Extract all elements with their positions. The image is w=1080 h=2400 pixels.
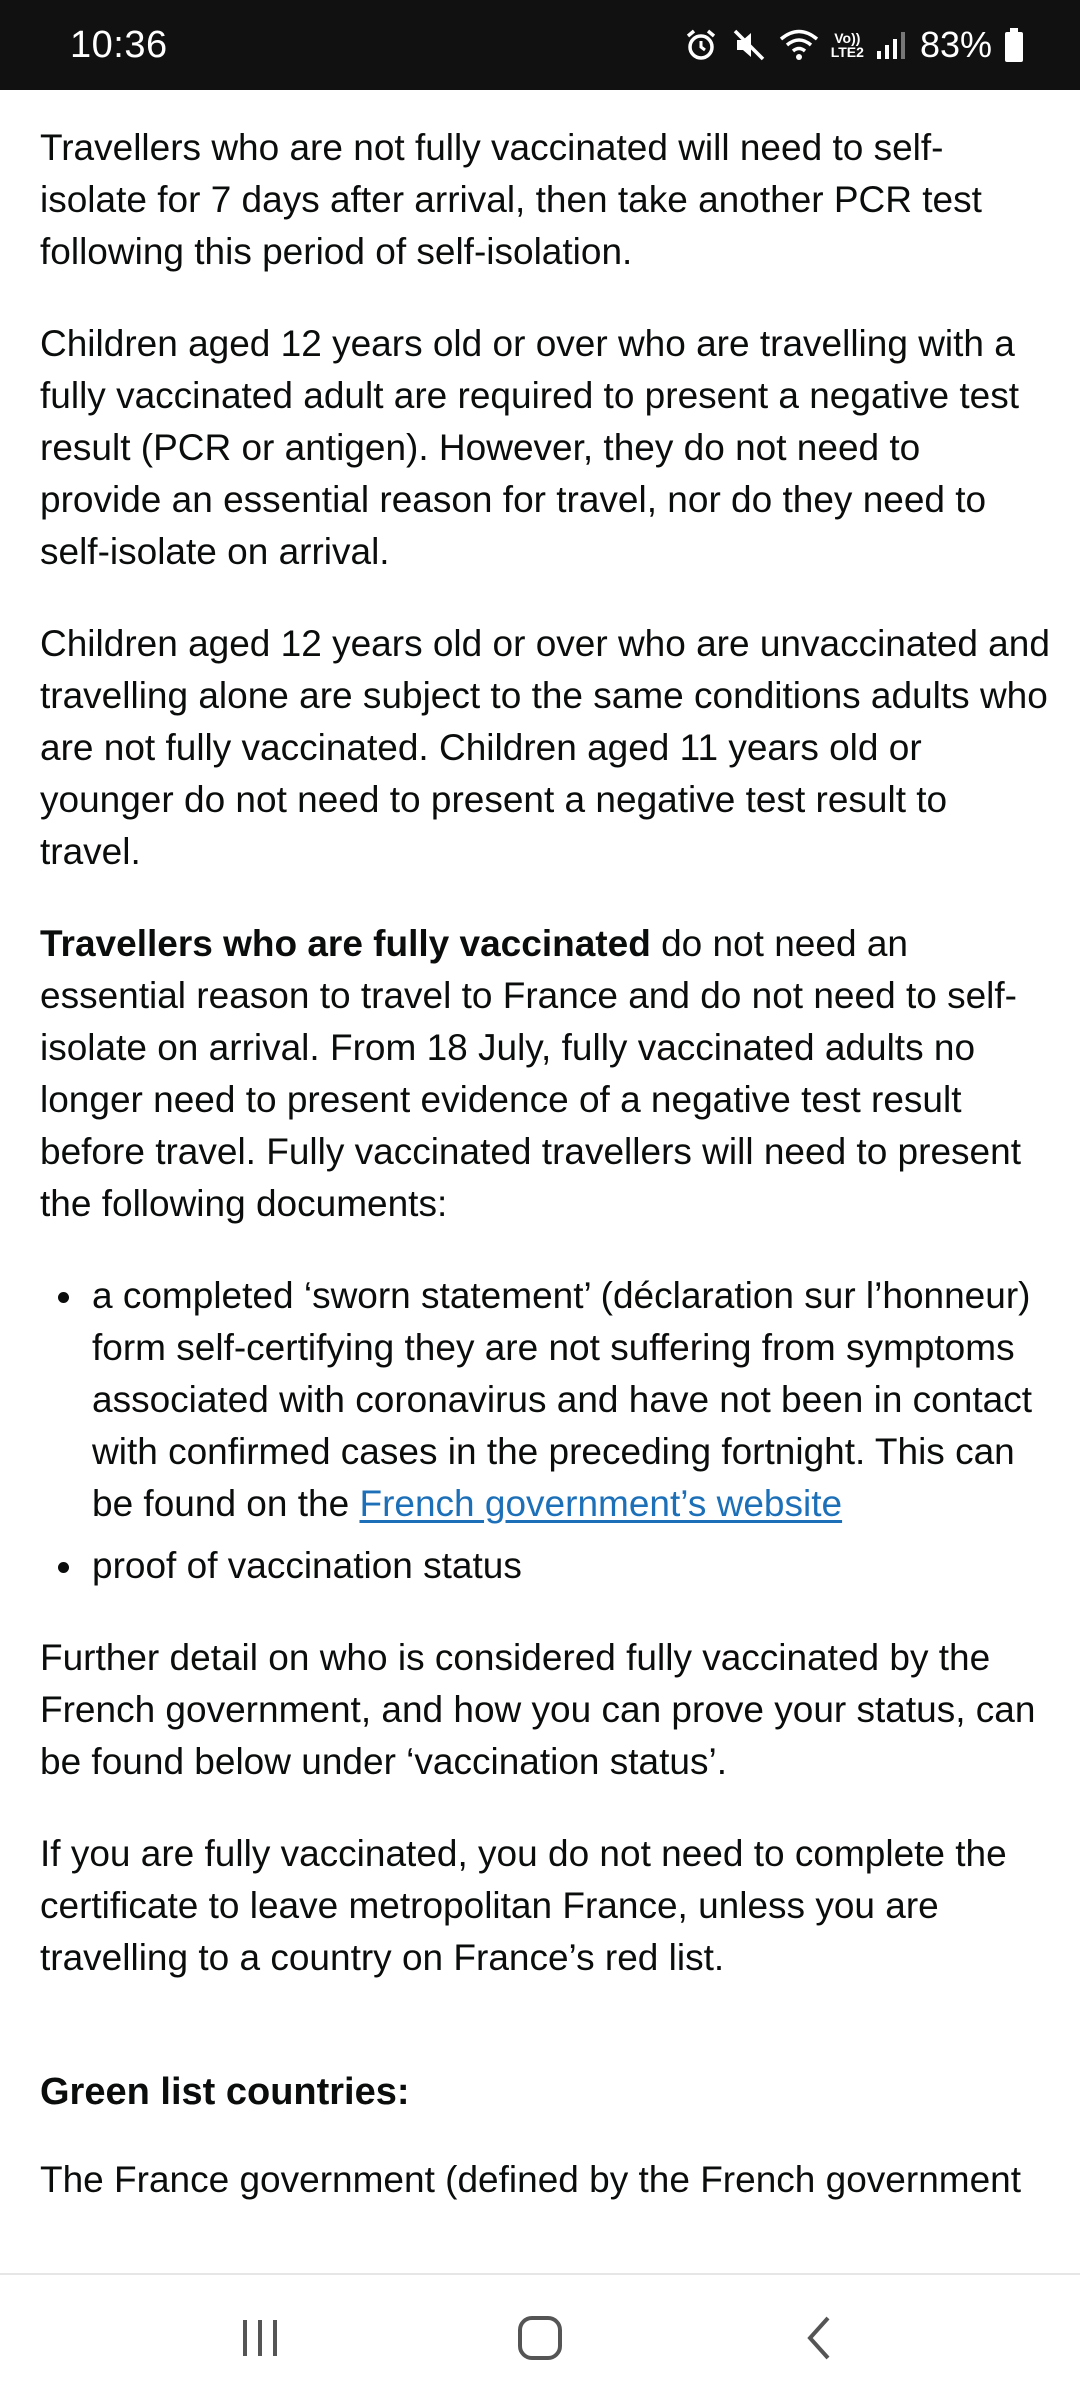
documents-list <box>40 1270 1050 1592</box>
paragraph-fully-vaccinated <box>40 918 1050 1230</box>
signal-icon <box>876 29 908 61</box>
paragraph-unvaccinated: Travellers who are not fully vaccinated will need to self-isolate for 7 days after arrival, then take another PCR test following this period of self-isolation. <box>40 127 982 272</box>
fully-vaccinated-text: do not need an essential reason to travel to France and do not need to self-isolate on arrival. From 18 July, fully vaccinated adults no longer need to present evidence of a negative test result before travel. Fully vaccinated travellers will need to present the following documents: <box>40 923 1021 1224</box>
status-time: 10:36 <box>70 23 168 66</box>
mute-icon <box>731 27 767 63</box>
sworn-statement-text: a completed ‘sworn statement’ (déclaration sur l’honneur) form self-certifying they are not suffering from symptoms associated with coronavirus and have not been in contact with confirmed cases in the preceding fortnight. This can be found on the <box>92 1275 1032 1524</box>
wifi-icon <box>779 27 819 63</box>
cut-bottom-text: The France government (defined by the French government <box>40 2159 1022 2200</box>
fully-vaccinated-bold: Travellers who are fully vaccinated <box>40 923 651 964</box>
heading-green-list: Green list countries: <box>40 2071 410 2113</box>
status-bar <box>0 0 1080 90</box>
navigation-bar <box>0 2273 1080 2400</box>
back-button[interactable] <box>775 2303 865 2373</box>
network-type <box>831 31 864 59</box>
recent-apps-button[interactable] <box>215 2303 305 2373</box>
article-content[interactable] <box>0 90 1080 2273</box>
list-item-sworn-statement <box>40 1270 1050 1530</box>
volte-label: Vo)) <box>834 30 861 46</box>
recent-apps-icon <box>238 2316 282 2360</box>
home-button[interactable] <box>495 2303 585 2373</box>
battery-percent: 83% <box>919 24 992 65</box>
french-government-website-link[interactable]: French government’s website <box>359 1483 843 1524</box>
paragraph-leave-france: If you are fully vaccinated, you do not need to complete the certificate to leave metropolitan France, unless you are travelling to a country on France’s red list. <box>40 1833 1007 1978</box>
status-icons <box>683 24 1024 66</box>
alarm-icon <box>683 27 719 63</box>
lte-label: LTE2 <box>830 44 864 60</box>
paragraph-further-detail: Further detail on who is considered fully vaccinated by the French government, and how you can prove your status, can be found below under ‘vaccination status’. <box>40 1637 1036 1782</box>
back-icon <box>802 2314 838 2362</box>
battery-icon <box>1004 28 1024 62</box>
home-icon <box>516 2314 564 2362</box>
list-item-proof-of-vaccination: proof of vaccination status <box>40 1540 1050 1592</box>
paragraph-children-with-adult: Children aged 12 years old or over who are travelling with a fully vaccinated adult are required to present a negative test result (PCR or antigen). However, they do not need to provide an essential reason for travel, nor do they need to self-isolate on arrival. <box>40 323 1020 572</box>
paragraph-children-alone: Children aged 12 years old or over who are unvaccinated and travelling alone are subject to the same conditions adults who are not fully vaccinated. Children aged 11 years old or younger do not need to present a negative test result to travel. <box>40 623 1050 872</box>
